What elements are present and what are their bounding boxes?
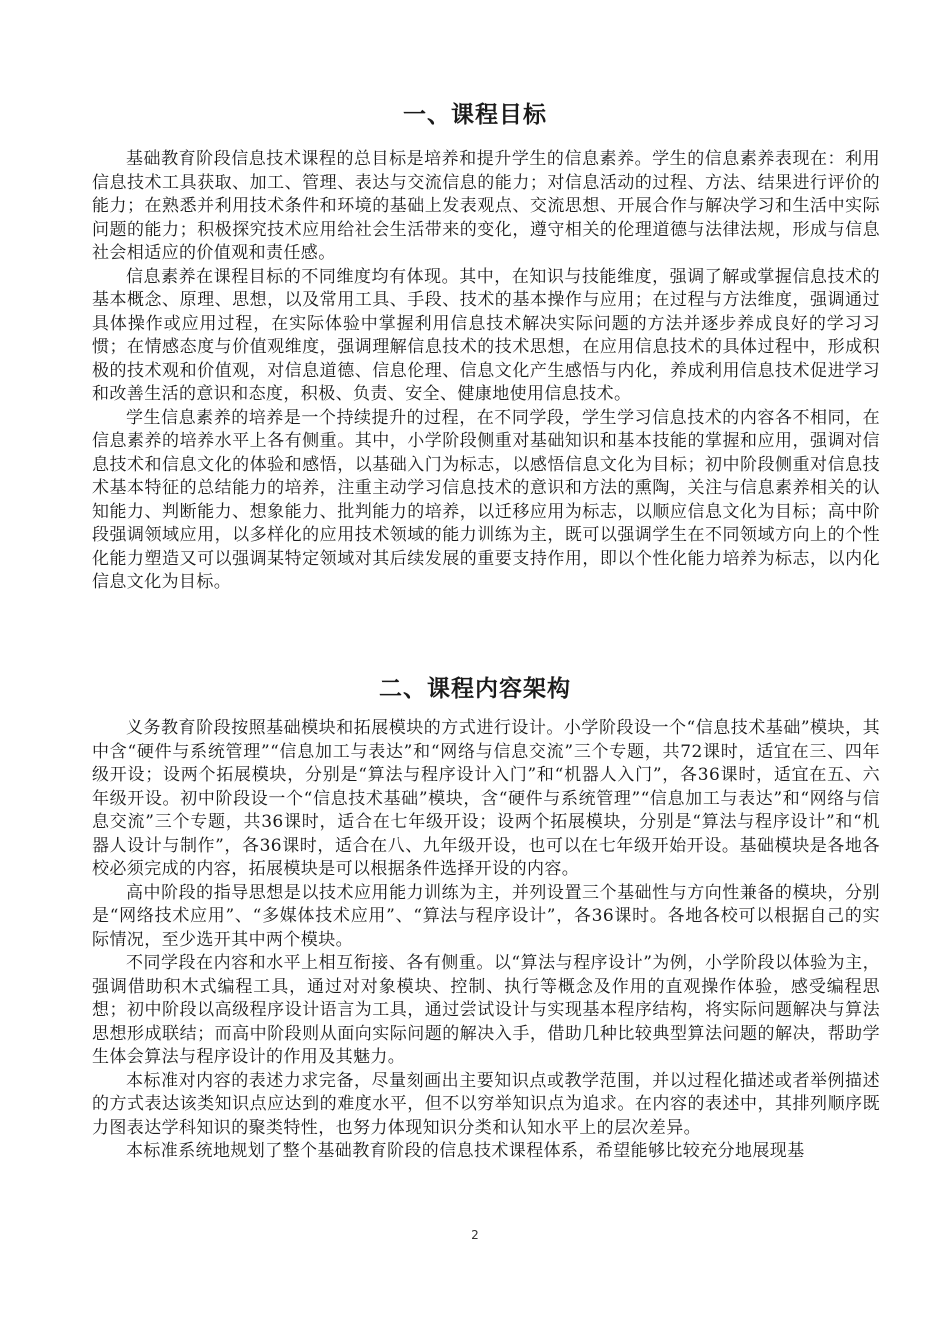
paragraph: 不同学段在内容和水平上相互衔接、各有侧重。以“算法与程序设计”为例，小学阶段以体验为主，强调借助积木式编程工具，通过对对象模块、控制、执行等概念及作用的直观操作体验，感受编程思想；初中阶段以高级程序设计语言为工具，通过尝试设计与实现基本程序结构，将实际问题解决与算法思想形成联结；而高中阶段则从面向实际问题的解决入手，借助几种比较典型算法问题的解决，帮助学生体会算法与程序设计的作用及其魅力。 (92, 953, 880, 1067)
paragraph: 信息素养在课程目标的不同维度均有体现。其中，在知识与技能维度，强调了解或掌握信息技术的基本概念、原理、思想，以及常用工具、手段、技术的基本操作与应用；在过程与方法维度，强调通过具体操作或应用过程，在实际体验中掌握利用信息技术解决实际问题的方法并逐步养成良好的学习习惯；在情感态度与价值观维度，强调理解信息技术的技术思想，在应用信息技术的具体过程中，形成积极的技术观和价值观，对信息道德、信息伦理、信息文化产生感悟与内化，养成利用信息技术促进学习和改善生活的意识和态度，积极、负责、安全、健康地使用信息技术。 (92, 266, 880, 404)
paragraph: 义务教育阶段按照基础模块和拓展模块的方式进行设计。小学阶段设一个“信息技术基础”模块，其中含“硬件与系统管理”“信息加工与表达”和“网络与信息交流”三个专题，共72课时，适宜在三、四年级开设；设两个拓展模块，分别是“算法与程序设计入门”和“机器人入门”，各36课时，适宜在五、六年级开设。初中阶段设一个“信息技术基础”模块，含“硬件与系统管理”“信息加工与表达”和“网络与信息交流”三个专题，共36课时，适合在七年级开设；设两个拓展模块，分别是“算法与程序设计”和“机器人设计与制作”，各36课时，适合在八、九年级开设，也可以在七年级开始开设。基础模块是各地各校必须完成的内容，拓展模块是可以根据条件选择开设的内容。 (92, 718, 880, 879)
paragraph: 本标准对内容的表述力求完备，尽量刻画出主要知识点或教学范围，并以过程化描述或者举例描述的方式表达该类知识点应达到的难度水平，但不以穷举知识点为追求。在内容的表述中，其排列顺序既力图表达学科知识的聚类特性，也努力体现知识分类和认知水平上的层次差异。 (92, 1070, 880, 1138)
section-heading-course-content: 二、课程内容架构 (379, 676, 571, 702)
section-heading-course-goals: 一、课程目标 (403, 102, 547, 128)
section-course-goals (92, 148, 880, 595)
section-course-content (92, 717, 880, 1164)
paragraph: 本标准系统地规划了整个基础教育阶段的信息技术课程体系，希望能够比较充分地展现基 (126, 1141, 805, 1161)
paragraph: 高中阶段的指导思想是以技术应用能力训练为主，并列设置三个基础性与方向性兼备的模块，分别是“网络技术应用”、“多媒体技术应用”、“算法与程序设计”，各36课时。各地各校可以根据自己的实际情况，至少选开其中两个模块。 (92, 882, 880, 950)
paragraph: 学生信息素养的培养是一个持续提升的过程，在不同学段，学生学习信息技术的内容各不相同，在信息素养的培养水平上各有侧重。其中，小学阶段侧重对基础知识和基本技能的掌握和应用，强调对信息技术和信息文化的体验和感悟，以基础入门为标志，以感悟信息文化为目标；初中阶段侧重对信息技术基本特征的总结能力的培养，注重主动学习信息技术的意识和方法的熏陶，关注与信息素养相关的认知能力、判断能力、想象能力、批判能力的培养，以迁移应用为标志，以顺应信息文化为目标；高中阶段强调领域应用，以多样化的应用技术领域的能力训练为主，既可以强调学生在不同领域方向上的个性化能力塑造又可以强调某特定领域对其后续发展的重要支持作用，即以个性化能力培养为标志，以内化信息文化为目标。 (92, 407, 880, 592)
paragraph: 基础教育阶段信息技术课程的总目标是培养和提升学生的信息素养。学生的信息素养表现在：利用信息技术工具获取、加工、管理、表达与交流信息的能力；对信息活动的过程、方法、结果进行评价的能力；在熟悉并利用技术条件和环境的基础上发表观点、交流思想、开展合作与解决学习和生活中实际问题的能力；积极探究技术应用给社会生活带来的变化，遵守相关的伦理道德与法律法规，形成与信息社会相适应的价值观和责任感。 (92, 149, 880, 263)
page-number: 2 (471, 1228, 479, 1242)
